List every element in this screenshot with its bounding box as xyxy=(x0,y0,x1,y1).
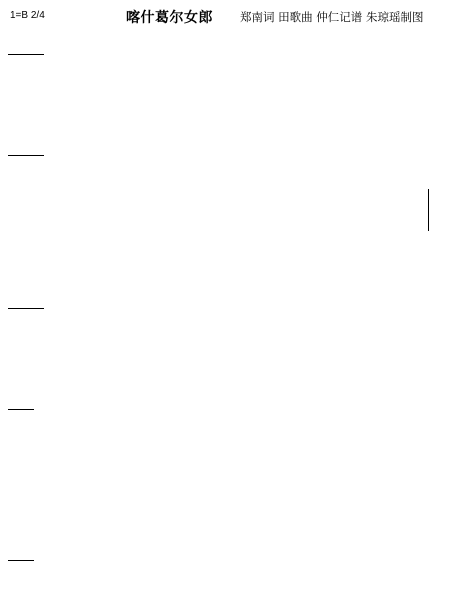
song-title: 喀什葛尔女郎 xyxy=(126,10,213,26)
key-signature: 1=B 2/4 xyxy=(10,10,45,21)
beam-line xyxy=(8,155,44,156)
verse-brace xyxy=(428,189,429,231)
beam-line xyxy=(8,560,34,561)
song-credits: 郑南词 田歌曲 仲仁记谱 朱琼瑶制图 xyxy=(240,10,424,24)
beam-line xyxy=(8,308,44,309)
score-header xyxy=(0,7,460,27)
beam-line xyxy=(8,54,44,55)
beam-line xyxy=(8,409,34,410)
